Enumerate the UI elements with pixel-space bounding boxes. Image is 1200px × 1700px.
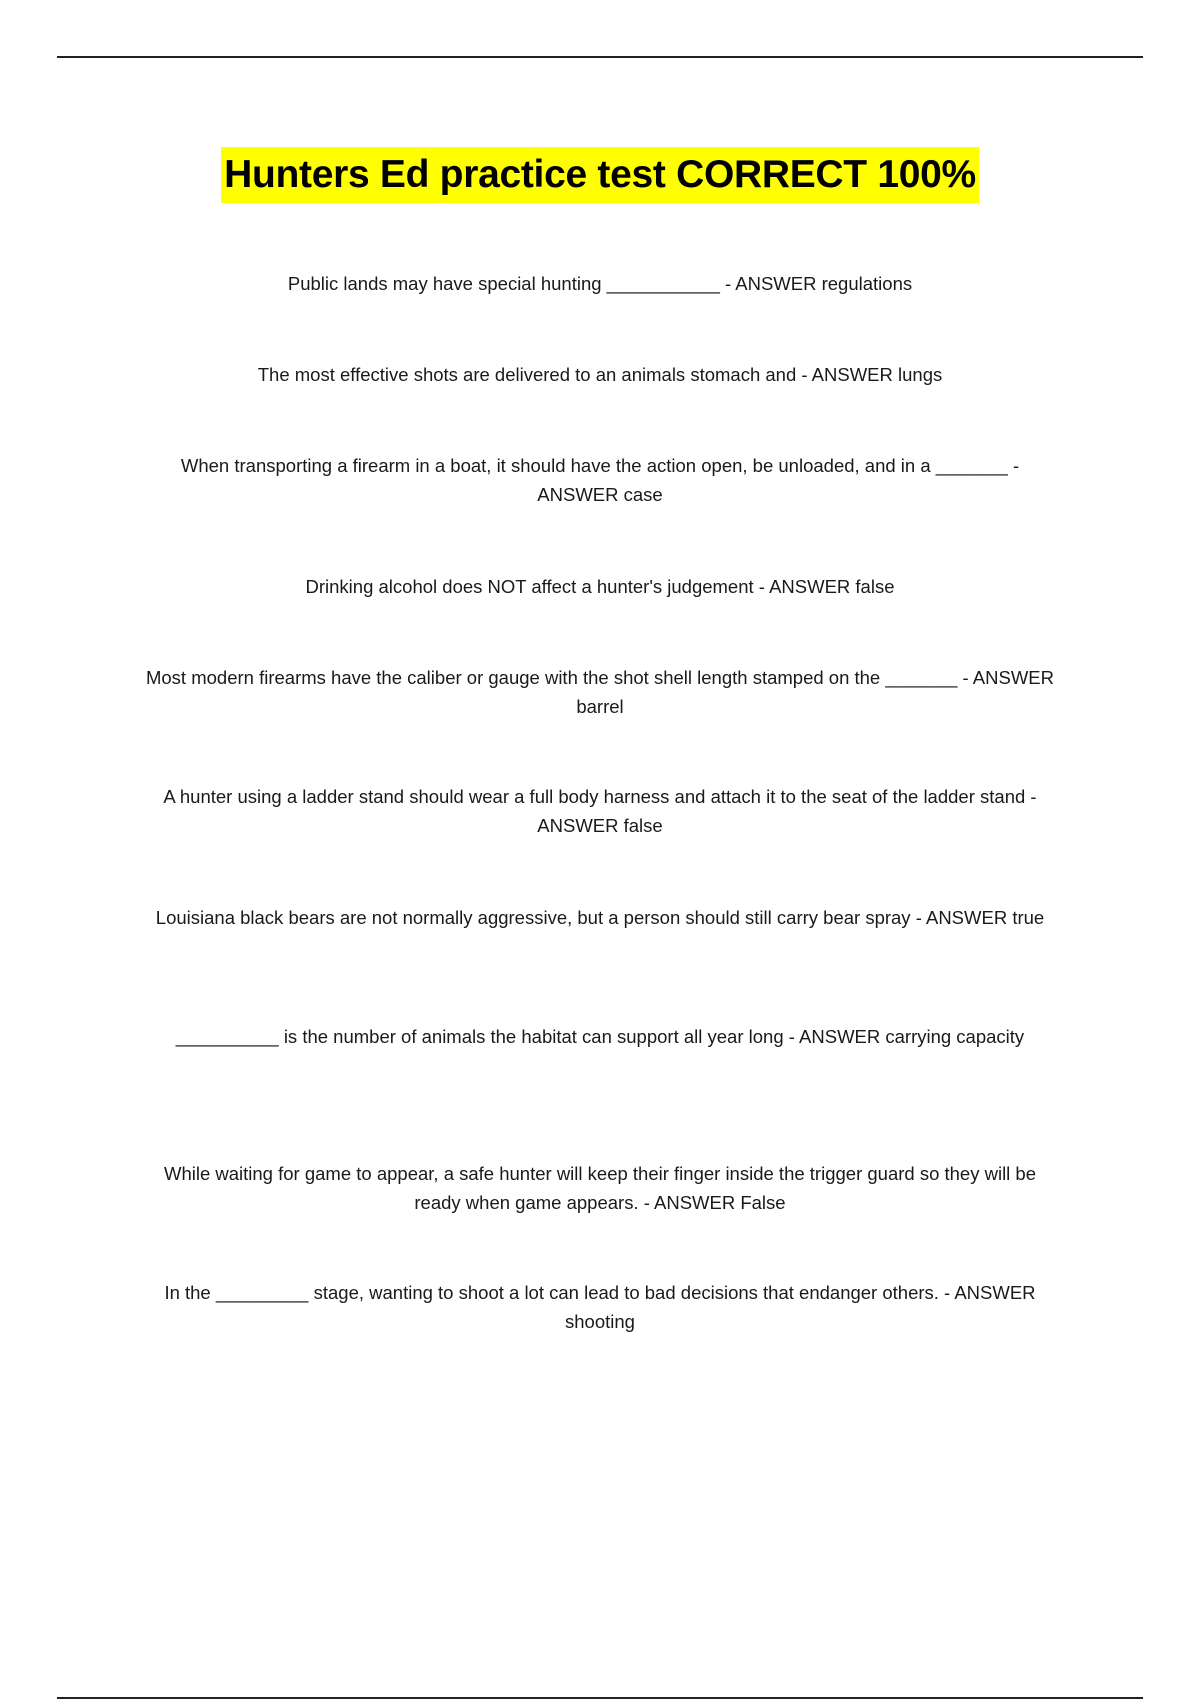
document-title: Hunters Ed practice test CORRECT 100%: [221, 147, 979, 203]
question-answer-9: While waiting for game to appear, a safe hunter will keep their finger inside the trigger guard so they will be ready when game appears. - ANSWER False: [163, 1163, 1037, 1213]
question-answer-10: In the _________ stage, wanting to shoot a lot can lead to bad decisions that endanger others. - ANSWER shooting: [164, 1282, 1036, 1332]
question-answer-4: Drinking alcohol does NOT affect a hunter's judgement - ANSWER false: [305, 576, 895, 597]
question-answer-6: A hunter using a ladder stand should wear a full body harness and attach it to the seat of the ladder stand - ANSWER false: [163, 786, 1037, 836]
question-answer-1: Public lands may have special hunting ___________ - ANSWER regulations: [287, 273, 913, 294]
top-rule: [57, 56, 1143, 58]
question-answer-7: Louisiana black bears are not normally aggressive, but a person should still carry bear spray - ANSWER true: [155, 907, 1045, 928]
question-answer-5: Most modern firearms have the caliber or gauge with the shot shell length stamped on the _______ - ANSWER barrel: [145, 667, 1055, 717]
question-answer-3: When transporting a firearm in a boat, it should have the action open, be unloaded, and in a _______ - ANSWER case: [180, 455, 1020, 505]
bottom-rule: [57, 1697, 1143, 1699]
title-container: [0, 147, 1200, 203]
question-answer-8: __________ is the number of animals the habitat can support all year long - ANSWER carrying capacity: [175, 1026, 1025, 1047]
question-answer-2: The most effective shots are delivered to an animals stomach and - ANSWER lungs: [257, 364, 943, 385]
